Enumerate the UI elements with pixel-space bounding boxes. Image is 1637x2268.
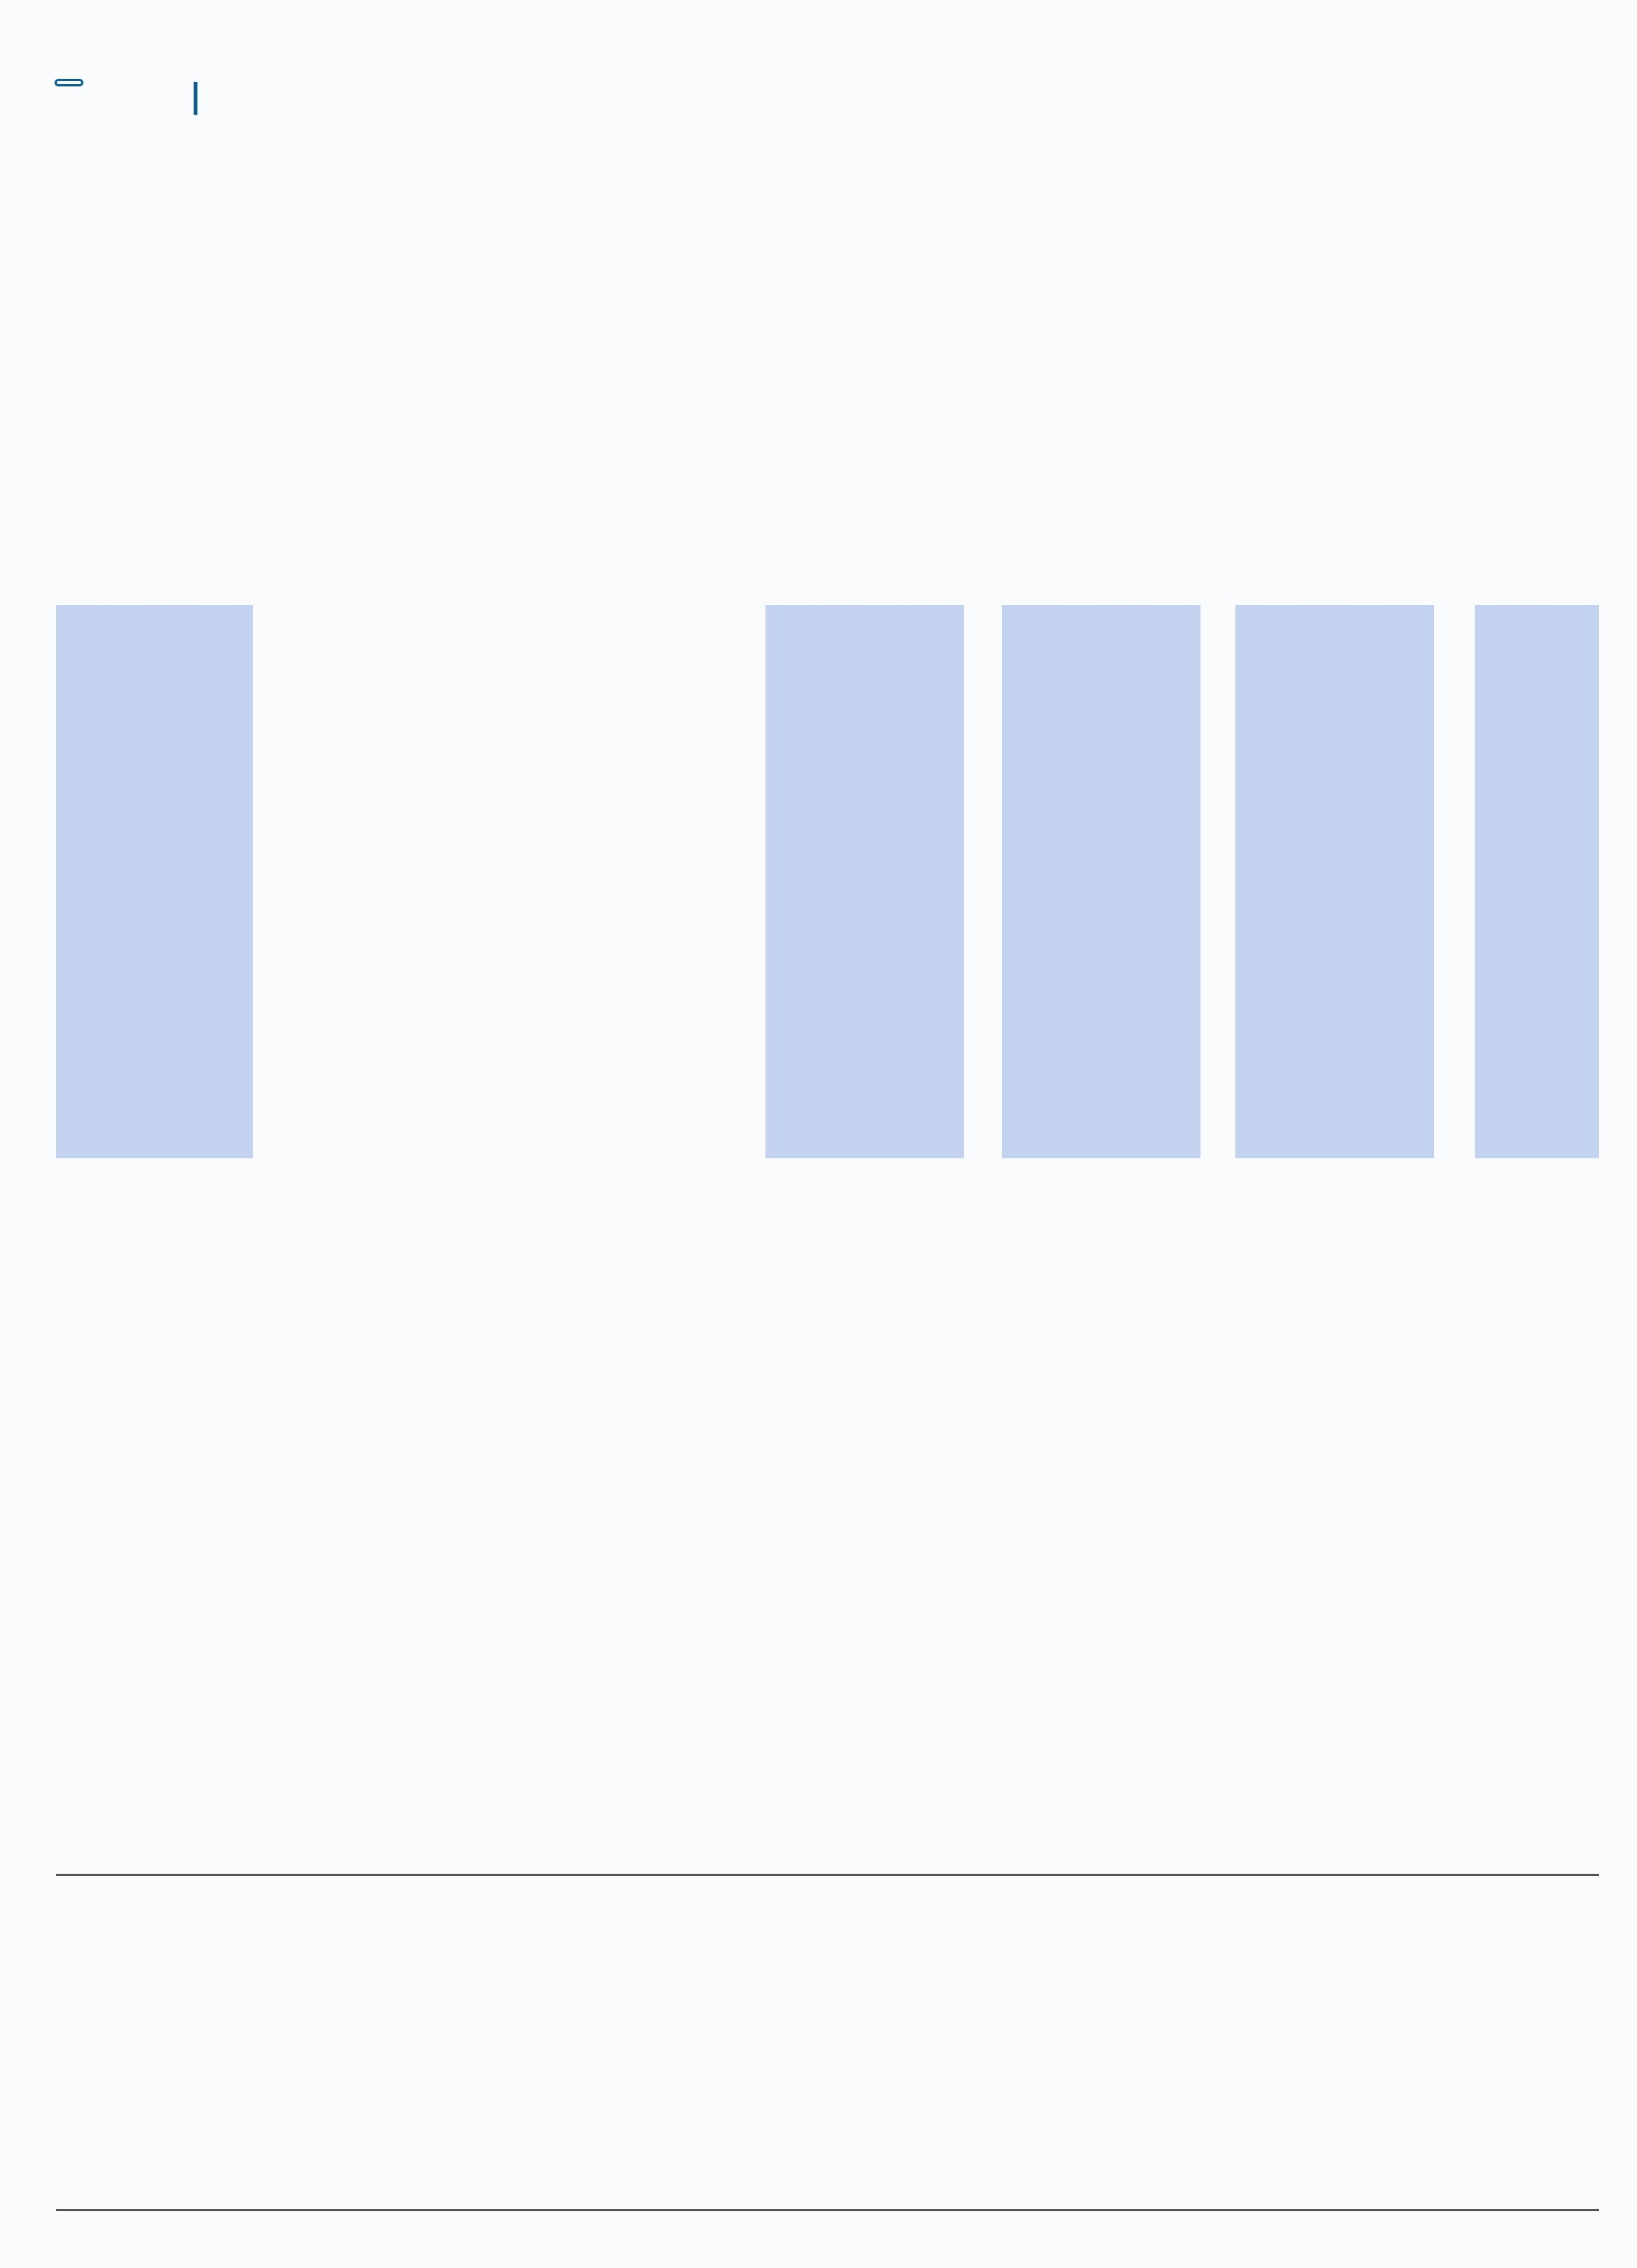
product-description [56,605,253,1158]
blank-column [1475,605,1599,1158]
operation-description [765,605,964,1158]
page-header: | [189,77,202,115]
page-code-badge [55,79,83,86]
trip-description [1235,605,1434,1158]
table1-bottom-rule [56,1874,1599,1876]
poles-description [1002,605,1200,1158]
table2-bottom-rule [56,2209,1599,2211]
